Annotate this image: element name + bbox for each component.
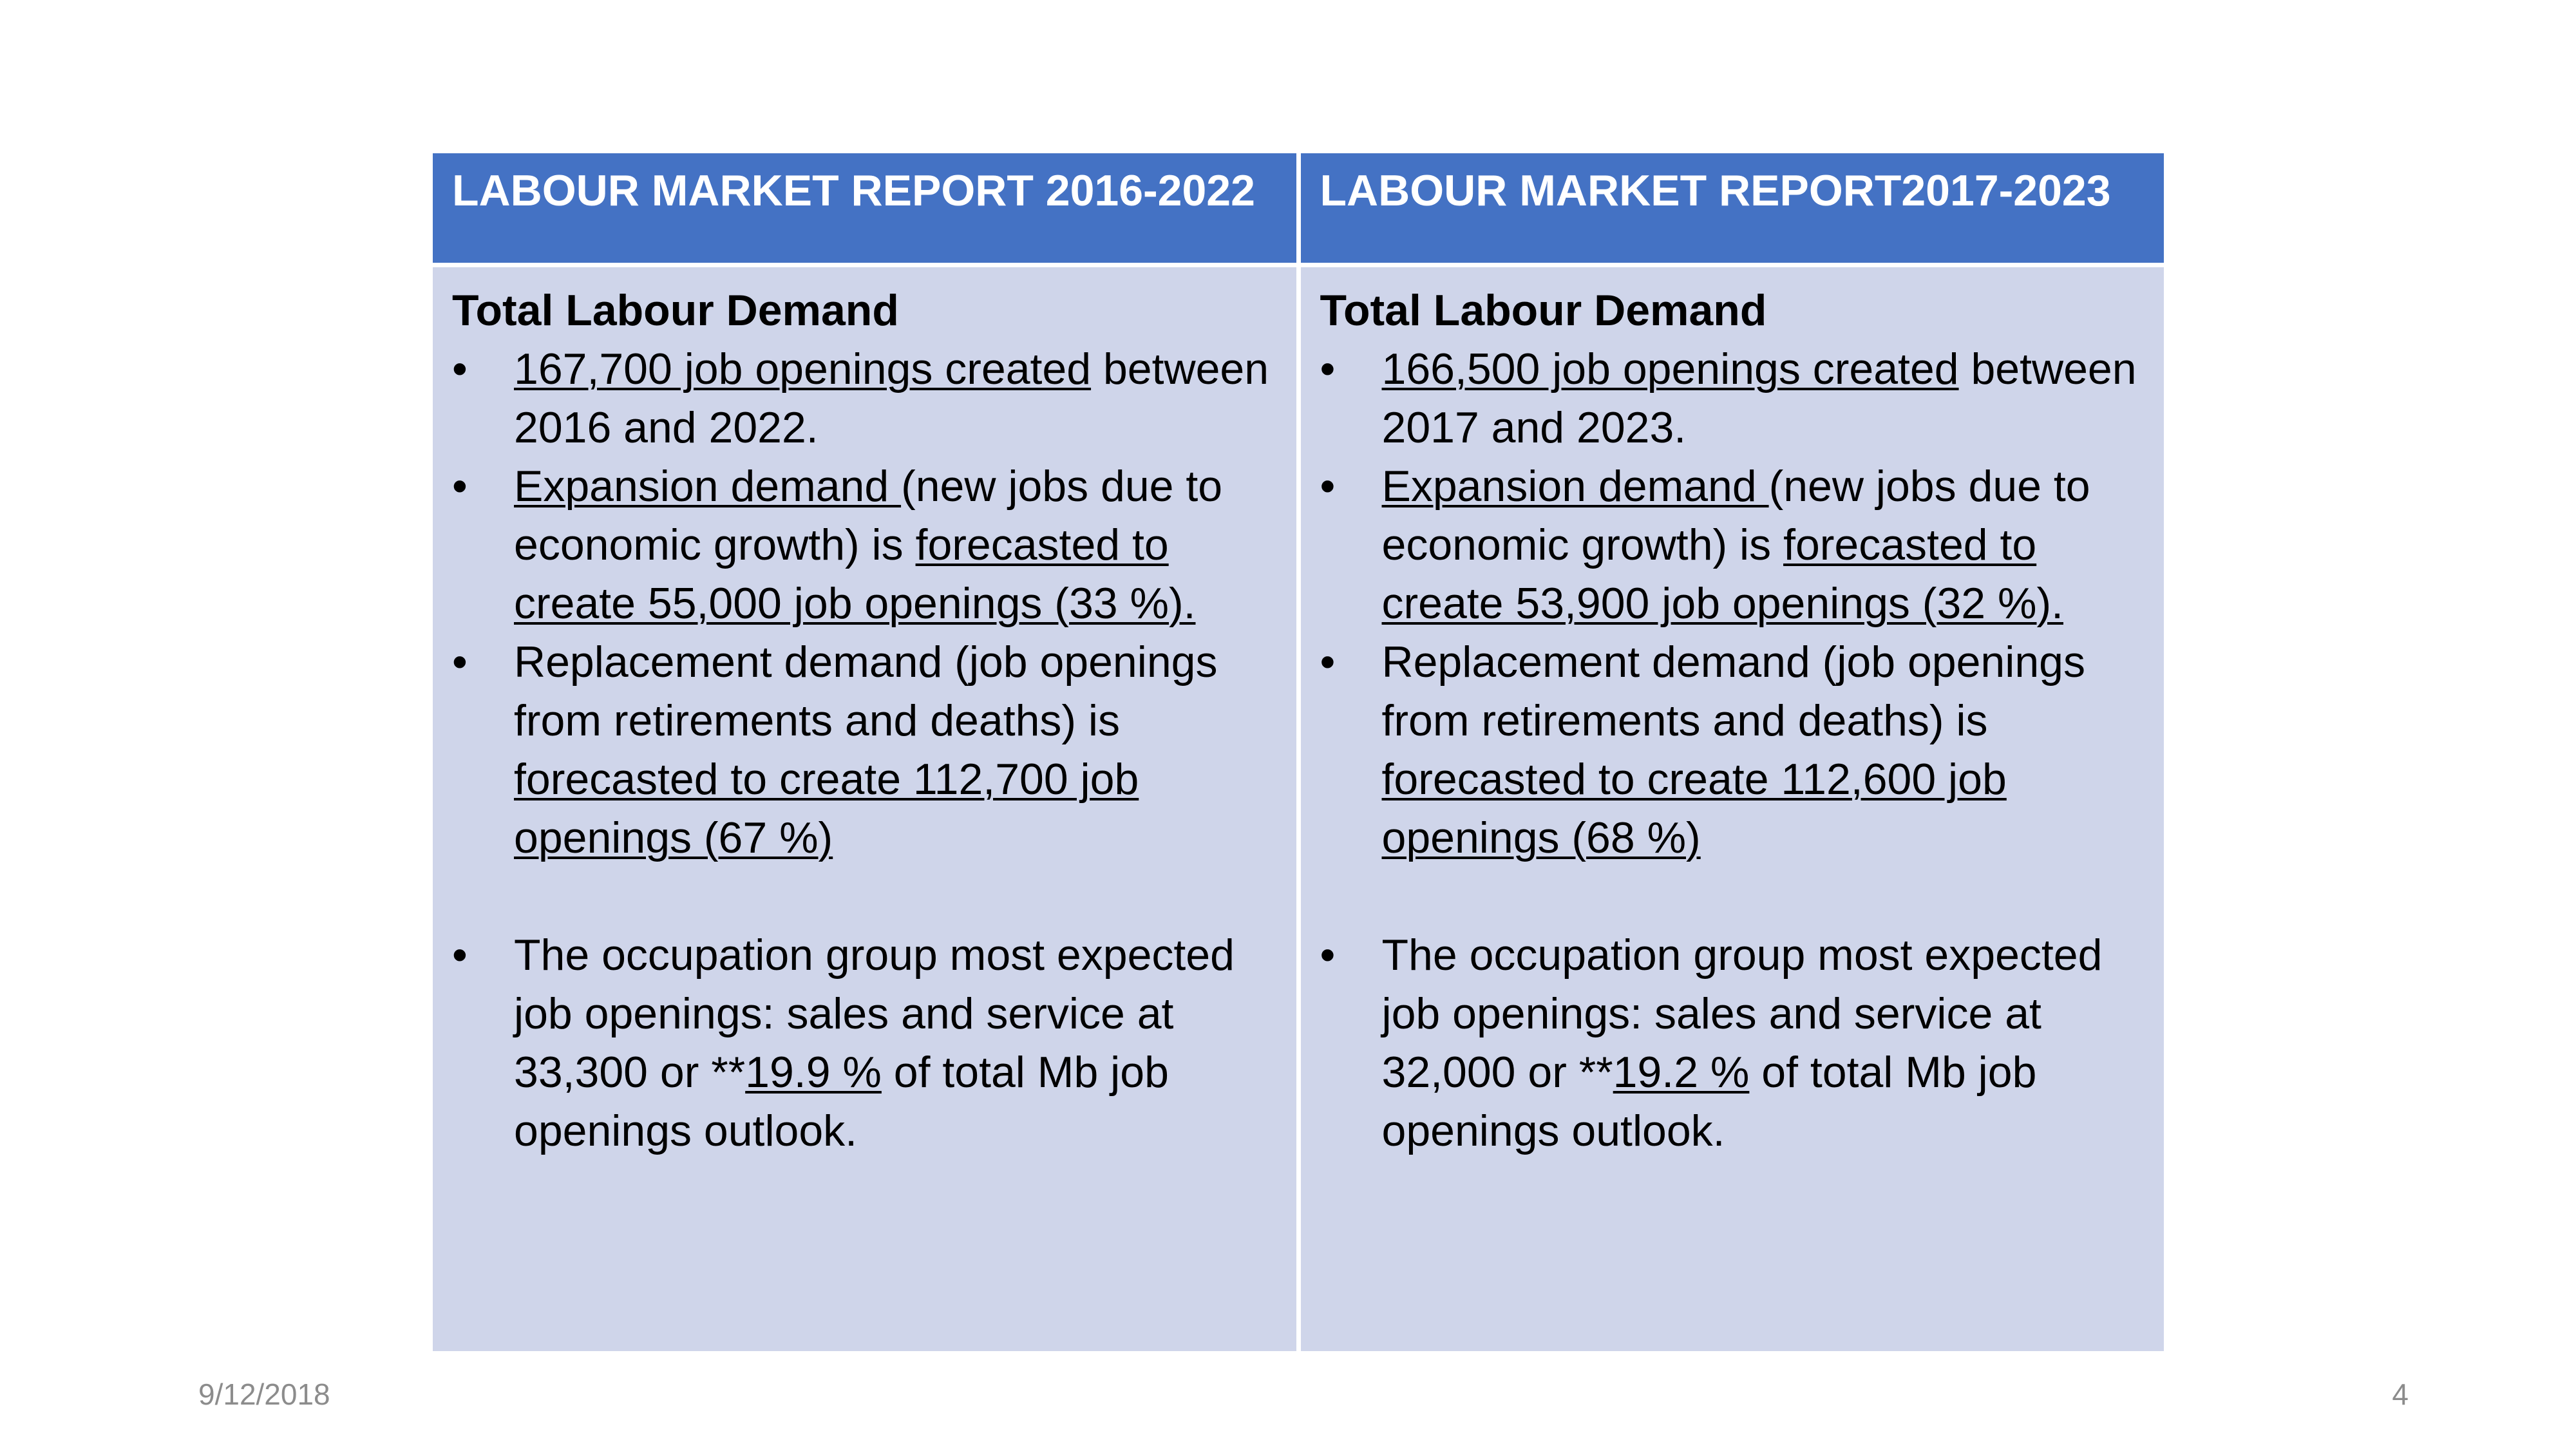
- body-text: The occupation group most expected job openings: sales and service at 33,300 or **: [514, 931, 1235, 1097]
- body-text: Replacement demand (job openings from retirements and deaths) is: [1381, 638, 2085, 745]
- section-heading-left: Total Labour Demand: [452, 286, 899, 335]
- underlined-text: forecasted to create 112,700 job openings (67 %): [514, 755, 1139, 862]
- bullet-icon: •: [452, 931, 468, 980]
- section-heading-right: Total Labour Demand: [1320, 286, 1767, 335]
- underlined-text: 166,500 job openings created: [1381, 345, 1959, 393]
- underlined-text: 19.9 %: [745, 1048, 882, 1097]
- bullet-icon: •: [452, 345, 468, 393]
- list-item: [452, 457, 1278, 633]
- footer-date: 9/12/2018: [198, 1378, 330, 1411]
- list-item: [1320, 340, 2146, 457]
- underlined-text: 19.2 %: [1613, 1048, 1750, 1097]
- list-item: [452, 633, 1278, 867]
- body-text: between 2017 and 2023.: [1381, 345, 2137, 452]
- bullet-icon: •: [1320, 345, 1336, 393]
- body-text: between 2016 and 2022.: [514, 345, 1269, 452]
- list-item: [1320, 633, 2146, 867]
- underlined-text: forecasted to create 55,000 job openings (33 %).: [514, 520, 1196, 628]
- bullet-icon: •: [452, 638, 468, 687]
- bullet-icon: •: [1320, 931, 1336, 980]
- list-item: [452, 340, 1278, 457]
- bullet-icon: •: [1320, 638, 1336, 687]
- underlined-text: forecasted to create 112,600 job openings (68 %): [1381, 755, 2007, 862]
- page-number: 4: [2392, 1378, 2409, 1411]
- body-cell-left: [433, 267, 1296, 1351]
- body-text: of total Mb job openings outlook.: [1381, 1048, 2037, 1155]
- body-text: (new jobs due to economic growth) is: [1381, 462, 2090, 569]
- header-cell-right: [1301, 153, 2164, 263]
- body-text: Replacement demand (job openings from retirements and deaths) is: [514, 638, 1218, 745]
- bullet-list-left: [452, 340, 1278, 1160]
- body-text: of total Mb job openings outlook.: [514, 1048, 1169, 1155]
- header-title-left: LABOUR MARKET REPORT 2016-2022: [452, 166, 1255, 215]
- bullet-list-right: [1320, 340, 2146, 1160]
- body-text: (new jobs due to economic growth) is: [514, 462, 1223, 569]
- list-item: [1320, 457, 2146, 633]
- underlined-text: 167,700 job openings created: [514, 345, 1092, 393]
- header-cell-left: [433, 153, 1296, 263]
- comparison-table: [433, 153, 2164, 1351]
- list-item: [1320, 926, 2146, 1160]
- bullet-icon: •: [1320, 462, 1336, 511]
- body-text: The occupation group most expected job openings: sales and service at 32,000 or **: [1381, 931, 2103, 1097]
- underlined-text: Expansion demand: [514, 462, 902, 511]
- underlined-text: forecasted to create 53,900 job openings (32 %).: [1381, 520, 2063, 628]
- underlined-text: Expansion demand: [1381, 462, 1769, 511]
- list-item: [452, 926, 1278, 1160]
- bullet-icon: •: [452, 462, 468, 511]
- body-cell-right: [1301, 267, 2164, 1351]
- header-title-right: LABOUR MARKET REPORT2017-2023: [1320, 166, 2111, 215]
